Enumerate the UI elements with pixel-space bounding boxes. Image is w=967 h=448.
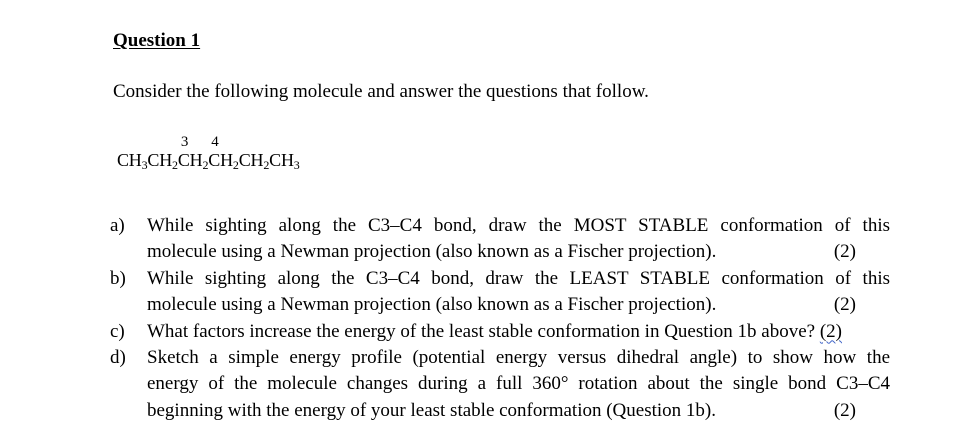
question-list	[110, 213, 890, 424]
question-body	[147, 345, 890, 424]
formula-subscript: 2	[263, 158, 270, 172]
formula-part: H	[220, 150, 233, 170]
question-line: Sketch a simple energy profile (potential energy versus dihedral angle) to show how the	[147, 347, 890, 369]
question-body	[147, 213, 890, 266]
question-line: While sighting along the C3–C4 bond, draw the LEAST STABLE conformation of this	[147, 267, 890, 289]
question-line: beginning with the energy of your least stable conformation (Question 1b).	[147, 399, 716, 421]
question-line: While sighting along the C3–C4 bond, draw the MOST STABLE conformation of this	[147, 215, 890, 236]
question-line: What factors increase the energy of the least stable conformation in Question 1b above?	[147, 320, 820, 342]
carbon-4-symbol: C	[208, 150, 221, 170]
formula-subscript: 2	[202, 158, 209, 172]
question-item-c	[110, 319, 890, 345]
question-line-with-marks	[147, 398, 890, 424]
carbon-3-number: 3	[180, 134, 189, 150]
question-letter: b)	[110, 267, 126, 289]
formula-part: CH	[269, 150, 294, 170]
carbon-3-symbol: C	[177, 150, 190, 170]
formula-subscript: 3	[141, 158, 148, 172]
question-line-with-marks	[147, 319, 890, 345]
question-body	[147, 319, 890, 345]
formula-part: CH	[238, 150, 264, 170]
question-line: energy of the molecule changes during a full 360° rotation about the single bond C3–C4	[147, 373, 890, 395]
question-item-a	[110, 213, 890, 266]
question-item-d	[110, 345, 890, 424]
question-line: molecule using a Newman projection (also known as a Fischer projection).	[147, 241, 717, 263]
question-line-with-marks	[147, 292, 890, 318]
question-marks: (2)	[833, 241, 856, 263]
carbon-4	[208, 134, 221, 171]
molecule-formula	[117, 134, 300, 172]
formula-part: H	[189, 150, 203, 170]
question-letter: c)	[110, 320, 125, 342]
carbon-3	[177, 134, 190, 171]
question-line: molecule using a Newman projection (also known as a Fischer projection).	[147, 294, 717, 316]
intro-text: Consider the following molecule and answer the questions that follow.	[113, 81, 649, 102]
question-marks: (2)	[833, 399, 856, 421]
formula-part: CH	[117, 150, 142, 170]
formula-subscript: 2	[232, 158, 239, 172]
formula-subscript: 3	[293, 158, 300, 172]
carbon-4-number: 4	[211, 134, 219, 150]
question-marks: (2)	[833, 294, 856, 316]
question-letter: d)	[110, 347, 126, 369]
question-heading: Question 1	[113, 30, 201, 51]
question-body	[147, 266, 890, 319]
formula-subscript: 2	[172, 158, 178, 172]
question-letter: a)	[110, 215, 125, 236]
formula-part: CH	[147, 150, 173, 170]
question-marks: (2)	[819, 320, 843, 342]
question-line-with-marks	[147, 239, 890, 265]
question-item-b	[110, 266, 890, 319]
